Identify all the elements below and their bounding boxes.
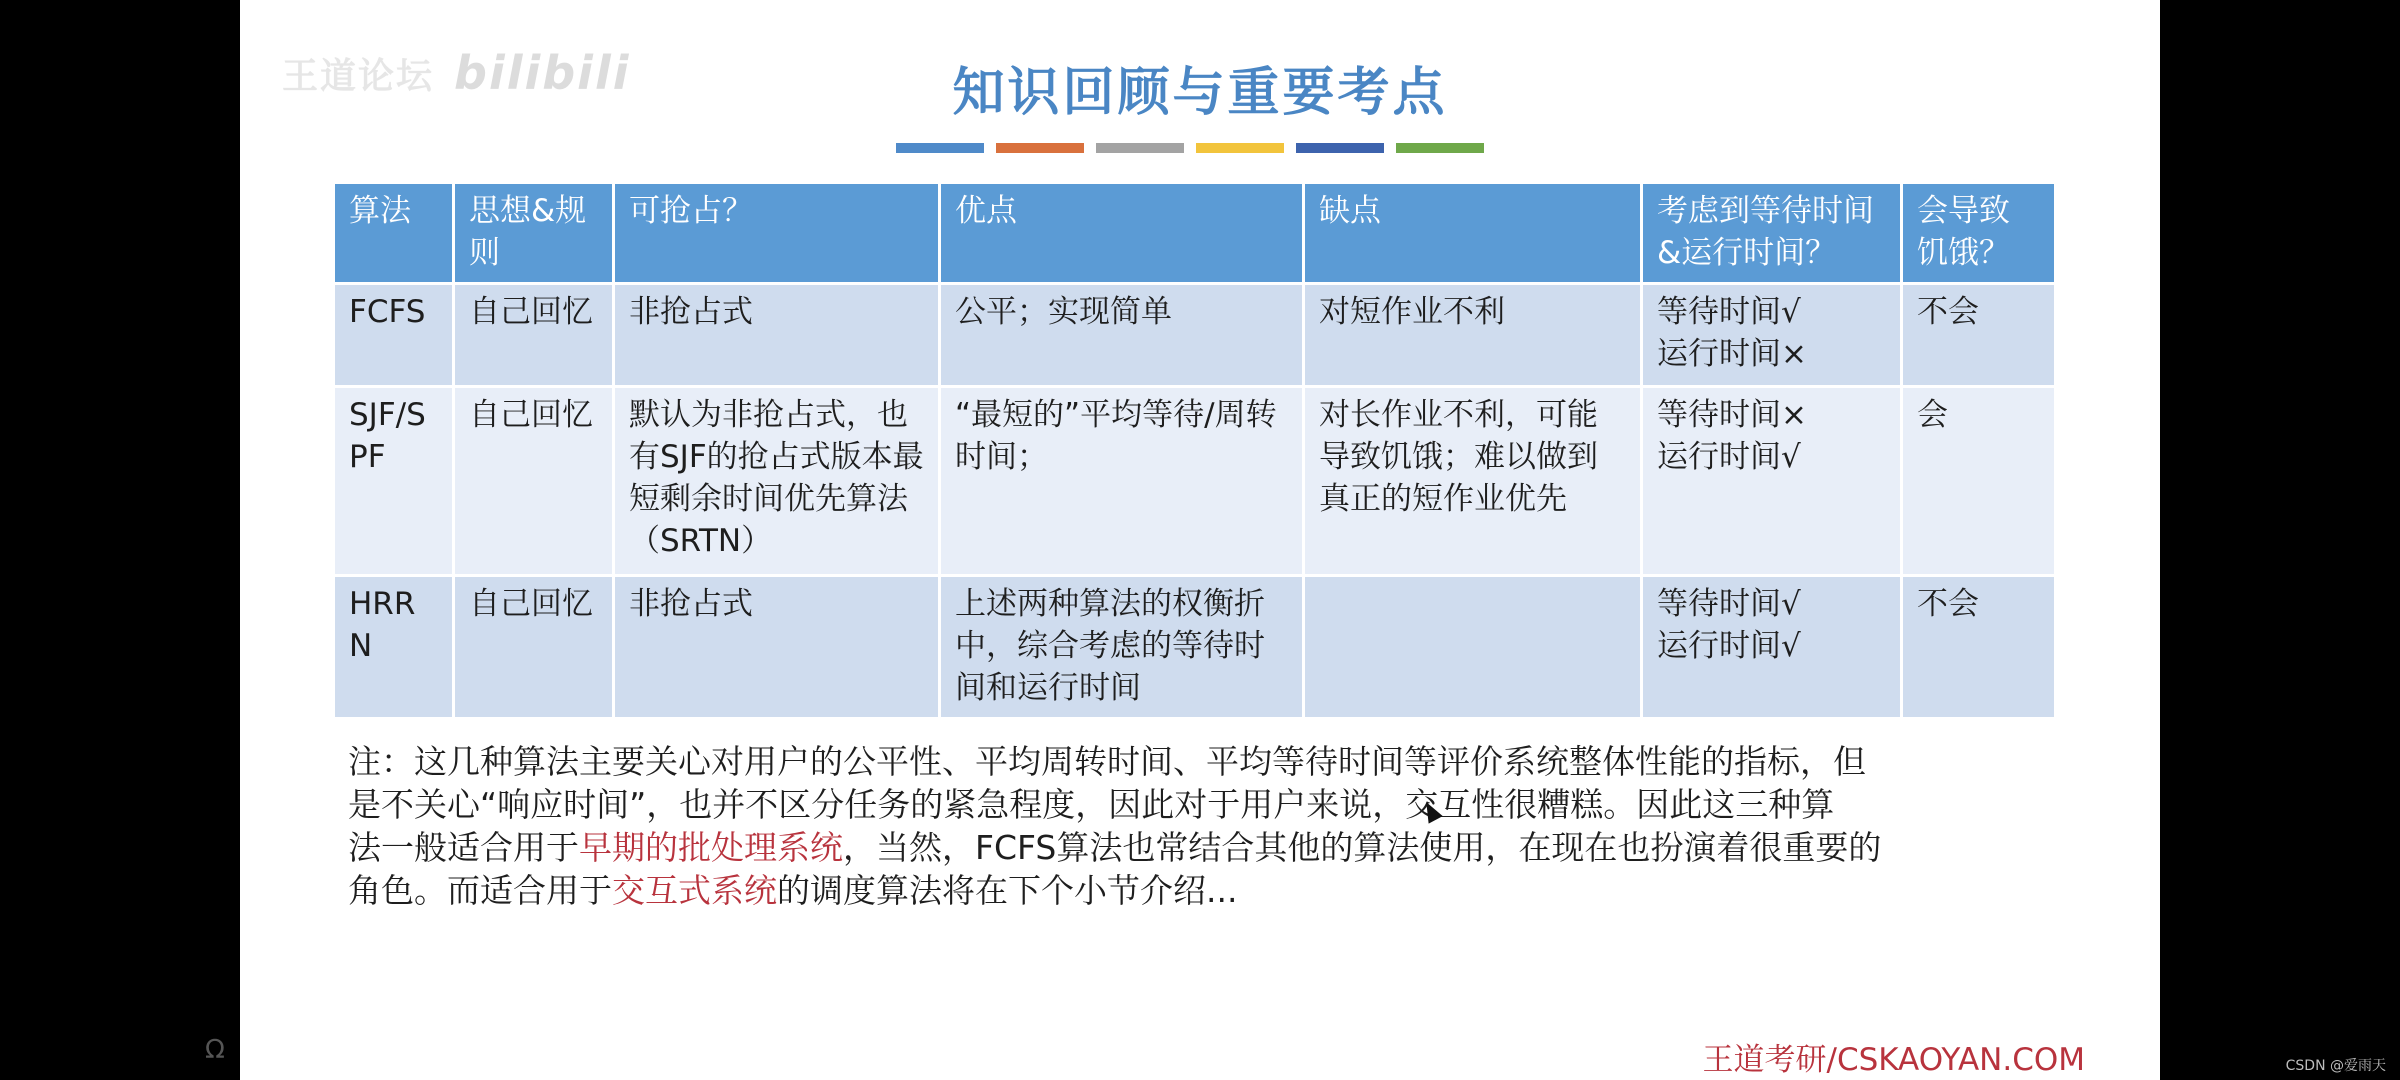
table-cell: 非抢占式 (614, 576, 940, 719)
color-swatch (1296, 143, 1384, 153)
note-line (348, 869, 2268, 912)
header-cell: 可抢占？ (614, 183, 940, 284)
color-swatch (1396, 143, 1484, 153)
header-cell: 会导致饥饿？ (1902, 183, 2056, 284)
review-table (332, 181, 2057, 720)
table-cell: 自己回忆 (454, 284, 614, 387)
note-text: 法一般适合用于 (348, 828, 579, 867)
table-body (334, 284, 2056, 719)
header-cell: 思想&规则 (454, 183, 614, 284)
header-cell: 算法 (334, 183, 454, 284)
table-row (334, 284, 2056, 387)
interactive-system-highlight: 交互式系统 (612, 871, 777, 910)
batch-system-highlight: 早期的批处理系统 (579, 828, 843, 867)
color-swatch (896, 143, 984, 153)
table-cell: 等待时间× 运行时间√ (1642, 387, 1902, 576)
color-swatch (1196, 143, 1284, 153)
table-cell: FCFS (334, 284, 454, 387)
table-cell: HRRN (334, 576, 454, 719)
slide (240, 0, 2160, 1080)
note-text: ，当然，FCFS算法也常结合其他的算法使用，在现在也扮演着很重要的 (843, 828, 1882, 867)
table-cell: SJF/SPF (334, 387, 454, 576)
table-cell: 等待时间√ 运行时间√ (1642, 576, 1902, 719)
table-cell: 自己回忆 (454, 576, 614, 719)
table-cell: 不会 (1902, 284, 2056, 387)
table-row (334, 576, 2056, 719)
header-cell: 优点 (940, 183, 1304, 284)
note-line: 注：这几种算法主要关心对用户的公平性、平均周转时间、平均等待时间等评价系统整体性能的指标，但 (348, 742, 1866, 781)
table-cell: 上述两种算法的权衡折中，综合考虑的等待时间和运行时间 (940, 576, 1304, 719)
table-cell: 对长作业不利，可能导致饥饿；难以做到真正的短作业优先 (1304, 387, 1642, 576)
color-swatch (996, 143, 1084, 153)
note-paragraph (348, 740, 2268, 912)
note-text: 角色。而适合用于 (348, 871, 612, 910)
table-cell: 默认为非抢占式，也有SJF的抢占式版本最短剩余时间优先算法（SRTN） (614, 387, 940, 576)
csdn-watermark: CSDN @爱雨天 (2285, 1058, 2386, 1074)
table-header-row (334, 183, 2056, 284)
table-cell: 非抢占式 (614, 284, 940, 387)
table-cell: 公平；实现简单 (940, 284, 1304, 387)
watermark-text: 王道论坛 (282, 55, 435, 97)
table-cell: “最短的”平均等待/周转时间； (940, 387, 1304, 576)
note-line (348, 826, 2268, 869)
color-bar (896, 143, 1484, 153)
bilibili-logo: bilibili (454, 46, 631, 100)
table-cell (1304, 576, 1642, 719)
brand-footer: 王道考研/CSKAOYAN.COM (1702, 1042, 2085, 1078)
slide-title: 知识回顾与重要考点 (952, 63, 1448, 123)
note-text: 的调度算法将在下个小节介绍... (777, 871, 1238, 910)
note-line: 是不关心“响应时间”，也并不区分任务的紧急程度，因此对于用户来说，交互性很糟糕。因此这三种算 (348, 785, 1835, 824)
table-cell: 等待时间√ 运行时间× (1642, 284, 1902, 387)
color-swatch (1096, 143, 1184, 153)
header-cell: 缺点 (1304, 183, 1642, 284)
table-cell: 对短作业不利 (1304, 284, 1642, 387)
table-cell: 不会 (1902, 576, 2056, 719)
side-mark: Ω (205, 1035, 225, 1065)
table-cell: 会 (1902, 387, 2056, 576)
table-row (334, 387, 2056, 576)
header-cell: 考虑到等待时间&运行时间？ (1642, 183, 1902, 284)
table-cell: 自己回忆 (454, 387, 614, 576)
